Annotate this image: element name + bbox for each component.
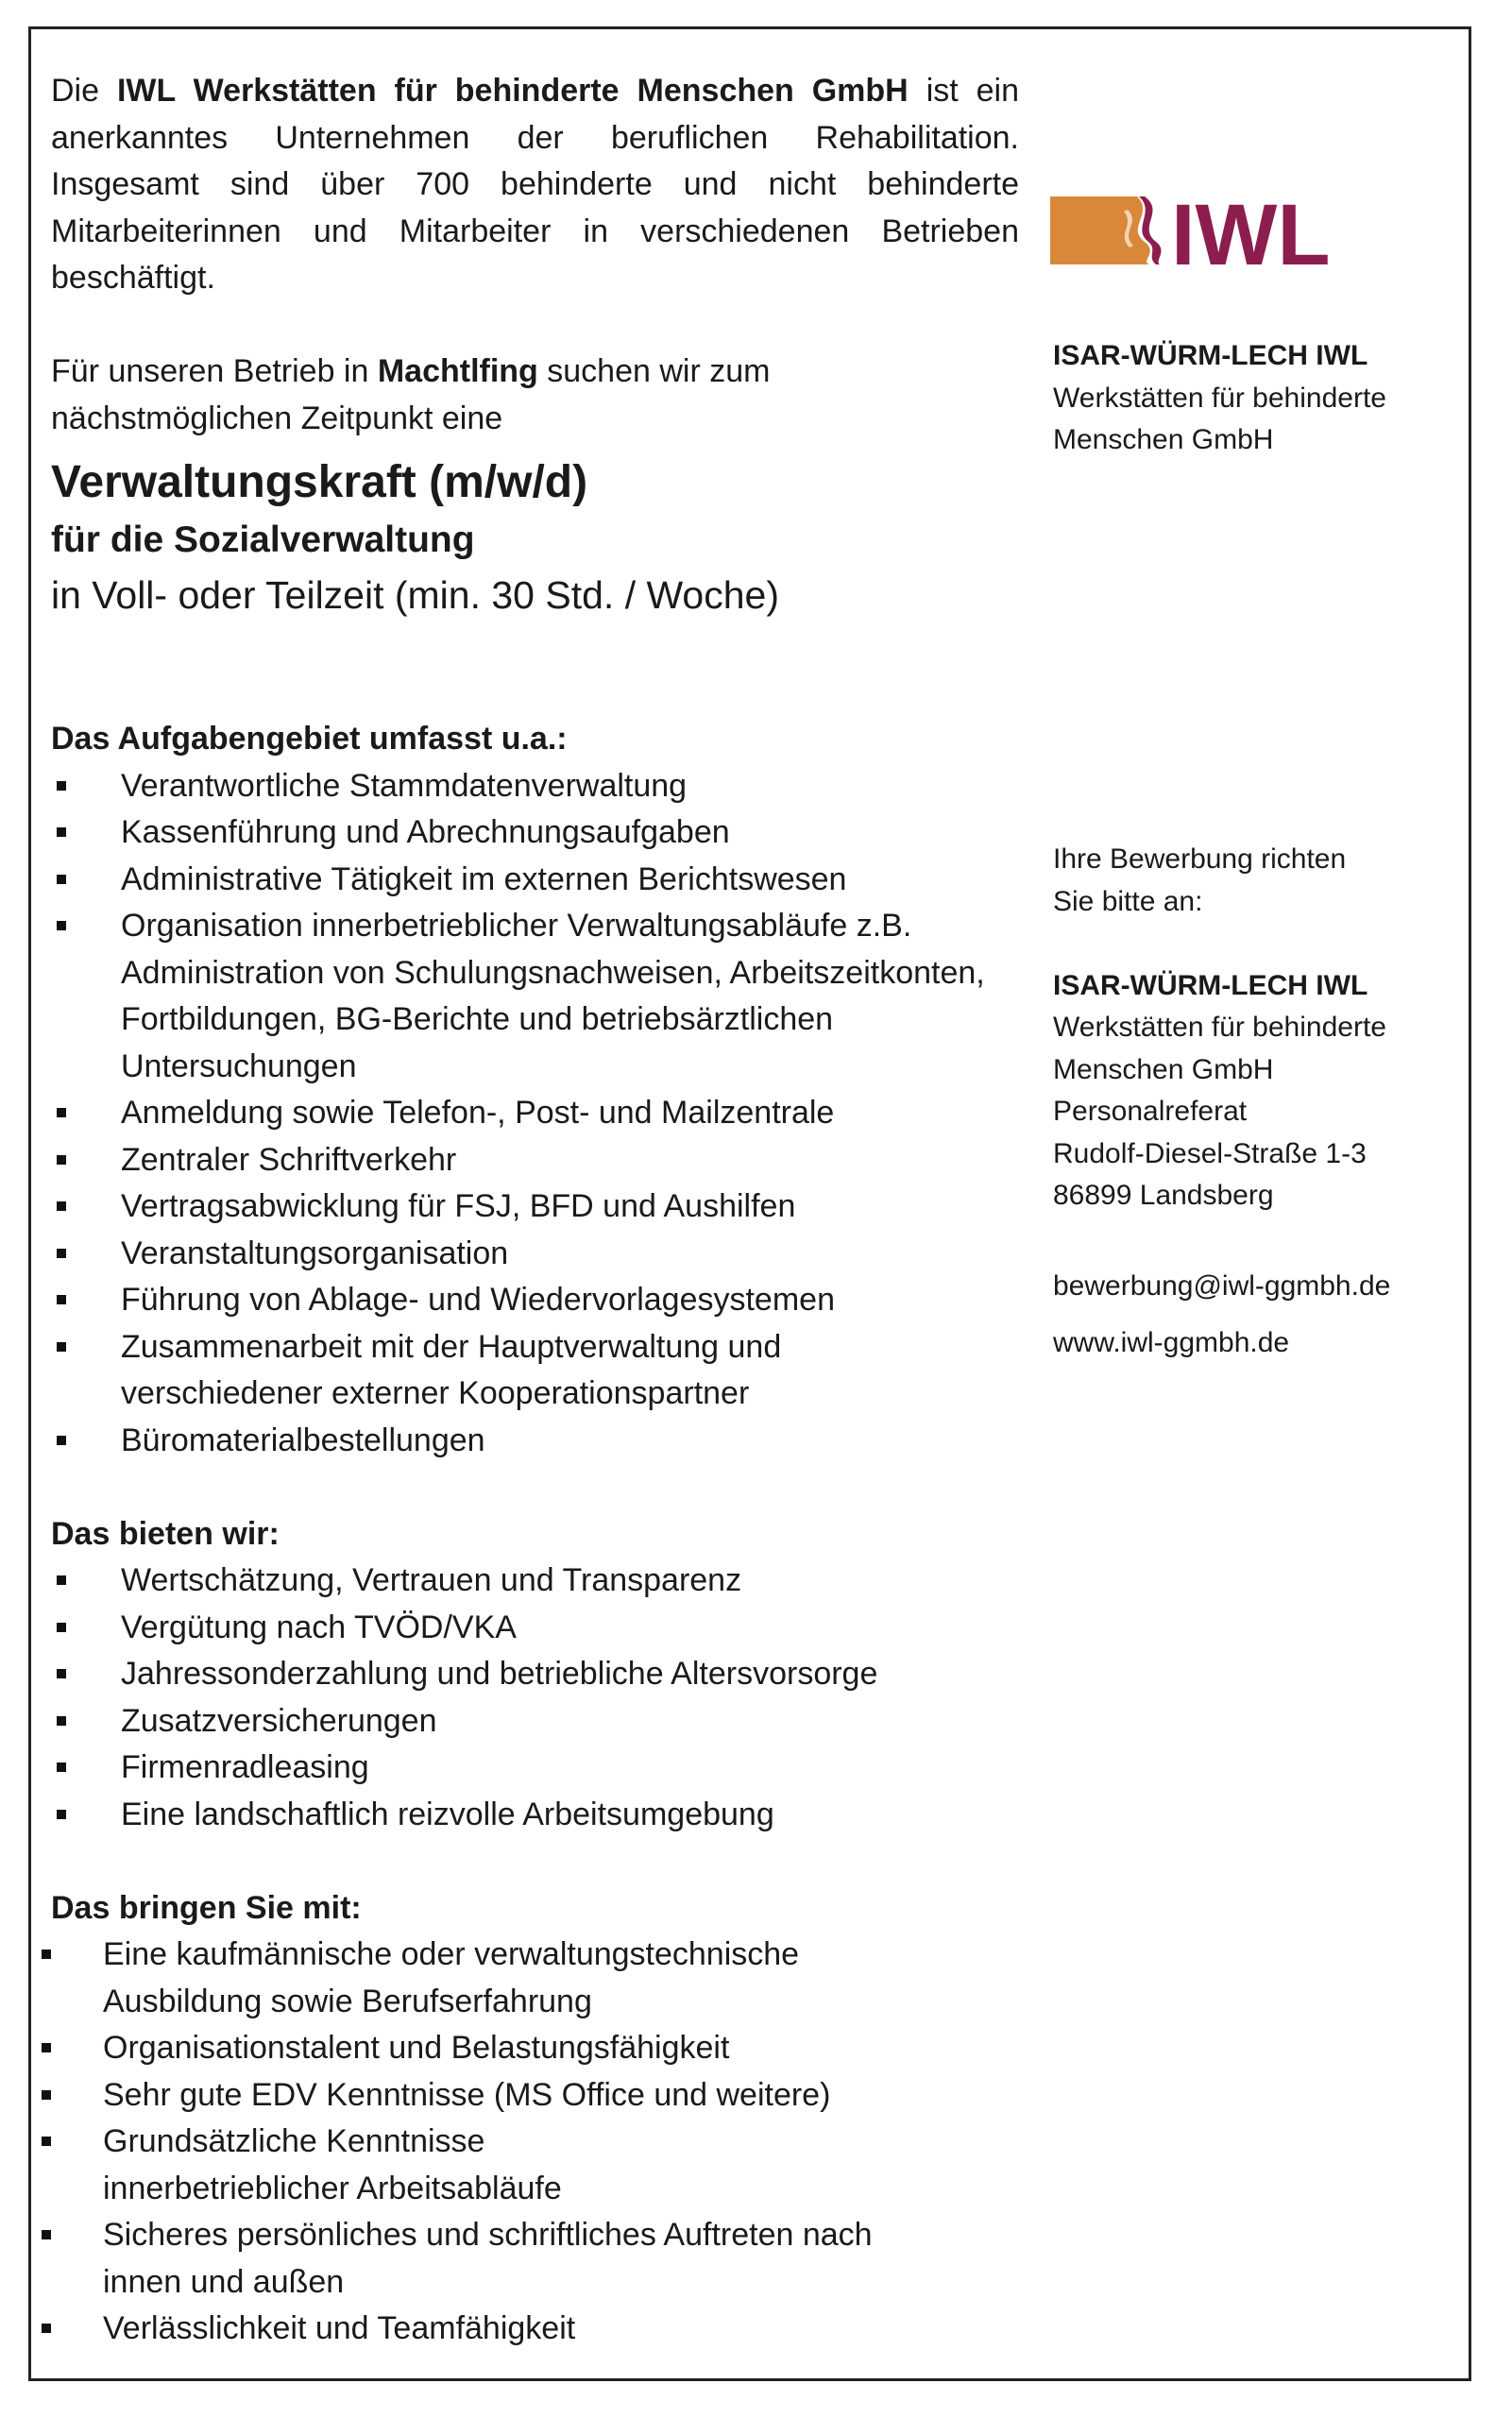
- list-item-text: Veranstaltungsorganisation: [121, 1235, 509, 1271]
- list-item: [51, 857, 1019, 904]
- address-line: Rudolf-Diesel-Straße 1-3: [1053, 1137, 1367, 1169]
- list-item-text: Zusammenarbeit mit der Hauptverwaltung und verschiedener externer Kooperationspartner: [121, 1328, 782, 1411]
- list-item-text: Jahressonderzahlung und betriebliche Altersvorsorge: [121, 1656, 878, 1692]
- list-item: [42, 2025, 1019, 2072]
- location-paragraph: [51, 349, 1019, 442]
- bullet-icon: [57, 1575, 66, 1585]
- offer-heading: Das bieten wir:: [51, 1515, 280, 1552]
- org-line: Werkstätten für behinderte: [1053, 382, 1386, 414]
- bullet-icon: [57, 921, 66, 930]
- job-title: Verwaltungskraft (m/w/d): [51, 457, 588, 507]
- location-text: Für unseren Betrieb in: [51, 353, 378, 389]
- apply-line: Sie bitte an:: [1053, 885, 1203, 917]
- bullet-icon: [42, 2043, 51, 2052]
- list-item-text: Zentraler Schriftverkehr: [121, 1141, 457, 1178]
- org-name: ISAR-WÜRM-LECH IWL: [1053, 340, 1368, 371]
- apply-line: Ihre Bewerbung richten: [1053, 843, 1347, 875]
- list-item-text: Firmenradleasing: [121, 1749, 369, 1785]
- bullet-icon: [57, 1249, 66, 1258]
- list-item-text: Eine landschaftlich reizvolle Arbeitsumgebung: [121, 1796, 774, 1832]
- list-item: [51, 1698, 1019, 1745]
- bullet-icon: [57, 1669, 66, 1678]
- list-item-text: Verantwortliche Stammdatenverwaltung: [121, 767, 688, 804]
- tasks-list: [51, 763, 1019, 1465]
- list-item: [51, 1745, 1019, 1792]
- intro-paragraph: [51, 68, 1019, 302]
- requirements-heading: Das bringen Sie mit:: [51, 1889, 362, 1926]
- bullet-icon: [42, 1950, 51, 1959]
- bullet-icon: [57, 781, 66, 791]
- list-item: [51, 1231, 1019, 1278]
- bullet-icon: [57, 1623, 66, 1632]
- offer-list: [51, 1558, 1019, 1838]
- main-column: [51, 68, 1019, 2353]
- bullet-icon: [42, 2090, 51, 2100]
- list-item: [51, 1792, 1019, 1839]
- bullet-icon: [57, 1295, 66, 1304]
- list-item: [51, 1183, 1019, 1231]
- list-item-text: Wertschätzung, Vertrauen und Transparenz: [121, 1562, 742, 1598]
- list-item: [51, 1605, 1019, 1652]
- list-item-text: Organisation innerbetrieblicher Verwaltungsabläufe z.B. Administration von Schulungsnachweisen, Arbeitszeitkonten, Fortbildungen, BG-Berichte und betriebsärztlichen Untersuchungen: [121, 908, 985, 1084]
- bullet-icon: [57, 1155, 66, 1165]
- bullet-icon: [57, 1342, 66, 1352]
- bullet-icon: [57, 1810, 66, 1819]
- bullet-icon: [57, 827, 66, 837]
- email-link[interactable]: bewerbung@iwl-ggmbh.de: [1053, 1270, 1391, 1302]
- iwl-logo: [1050, 185, 1398, 276]
- list-item-text: Organisationstalent und Belastungsfähigkeit: [103, 2030, 730, 2066]
- address-line: Personalreferat: [1053, 1096, 1248, 1127]
- org-block: [1053, 335, 1459, 462]
- list-item-text: Büromaterialbestellungen: [121, 1422, 485, 1458]
- bullet-icon: [42, 2137, 51, 2146]
- website-link[interactable]: www.iwl-ggmbh.de: [1053, 1327, 1290, 1358]
- logo-text: IWL: [1171, 187, 1331, 276]
- location-name: Machtlfing: [377, 353, 538, 389]
- job-hours: in Voll- oder Teilzeit (min. 30 Std. / Woche): [51, 573, 779, 617]
- list-item-text: Vertragsabwicklung für FSJ, BFD und Aushilfen: [121, 1188, 796, 1224]
- bullet-icon: [42, 2230, 51, 2239]
- address-name: ISAR-WÜRM-LECH IWL: [1053, 969, 1368, 1001]
- list-item: [51, 1277, 1019, 1324]
- list-item: [42, 1932, 934, 2025]
- address-line: 86899 Landsberg: [1053, 1180, 1274, 1211]
- list-item: [42, 2072, 1019, 2120]
- intro-text-rest: ist ein anerkanntes Unternehmen der beruflichen Rehabilitation. Insgesamt sind über 700 behinderte und nicht behinderte Mitarbeiterinnen und Mitarbeiter in verschiedenen Betrieben beschäftigt.: [51, 73, 1020, 296]
- address-line: Menschen GmbH: [1053, 1053, 1274, 1085]
- job-subtitle: für die Sozialverwaltung: [51, 519, 475, 560]
- org-line: Menschen GmbH: [1053, 424, 1274, 455]
- bullet-icon: [57, 875, 66, 884]
- list-item: [51, 1137, 1019, 1184]
- bullet-icon: [57, 1762, 66, 1772]
- list-item: [51, 1558, 1019, 1605]
- logo-graphic: [1050, 185, 1398, 276]
- list-item-text: Administrative Tätigkeit im externen Berichtswesen: [121, 860, 847, 897]
- list-item: [51, 763, 1019, 810]
- list-item: [51, 809, 1019, 857]
- list-item: [42, 2119, 707, 2212]
- application-address: [1053, 839, 1459, 1218]
- list-item-text: Eine kaufmännische oder verwaltungstechnische Ausbildung sowie Berufserfahrung: [103, 1936, 800, 2019]
- intro-text: Die: [51, 73, 117, 109]
- bullet-icon: [57, 1436, 66, 1445]
- list-item-text: Grundsätzliche Kenntnisse innerbetrieblicher Arbeitsabläufe: [103, 2123, 562, 2206]
- list-item: [42, 2306, 1019, 2353]
- list-item-text: Sehr gute EDV Kenntnisse (MS Office und weitere): [103, 2076, 831, 2113]
- bullet-icon: [57, 1716, 66, 1726]
- list-item: [51, 1324, 943, 1418]
- list-item-text: Zusatzversicherungen: [121, 1702, 437, 1739]
- list-item-text: Anmeldung sowie Telefon-, Post- und Mailzentrale: [121, 1095, 835, 1131]
- list-item: [51, 1651, 1019, 1698]
- list-item-text: Sicheres persönliches und schriftliches Auftreten nach innen und außen: [103, 2217, 873, 2300]
- bullet-icon: [57, 1108, 66, 1117]
- bullet-icon: [42, 2324, 51, 2333]
- list-item: [51, 1090, 1019, 1137]
- requirements-list: [42, 1932, 1019, 2353]
- list-item-text: Kassenführung und Abrechnungsaufgaben: [121, 814, 730, 850]
- list-item: [51, 1418, 1019, 1465]
- location-text-rest: suchen wir zum nächstmöglichen Zeitpunkt eine: [51, 353, 771, 436]
- list-item: [51, 903, 1028, 1090]
- bullet-icon: [57, 1201, 66, 1211]
- list-item: [42, 2212, 915, 2306]
- list-item-text: Führung von Ablage- und Wiedervorlagesystemen: [121, 1282, 835, 1318]
- list-item-text: Verlässlichkeit und Teamfähigkeit: [103, 2310, 576, 2346]
- tasks-heading: Das Aufgabengebiet umfasst u.a.:: [51, 721, 568, 757]
- company-name: IWL Werkstätten für behinderte Menschen GmbH: [116, 73, 909, 109]
- address-line: Werkstätten für behinderte: [1053, 1012, 1386, 1043]
- contact-block: [1053, 1258, 1459, 1371]
- list-item-text: Vergütung nach TVÖD/VKA: [121, 1609, 517, 1645]
